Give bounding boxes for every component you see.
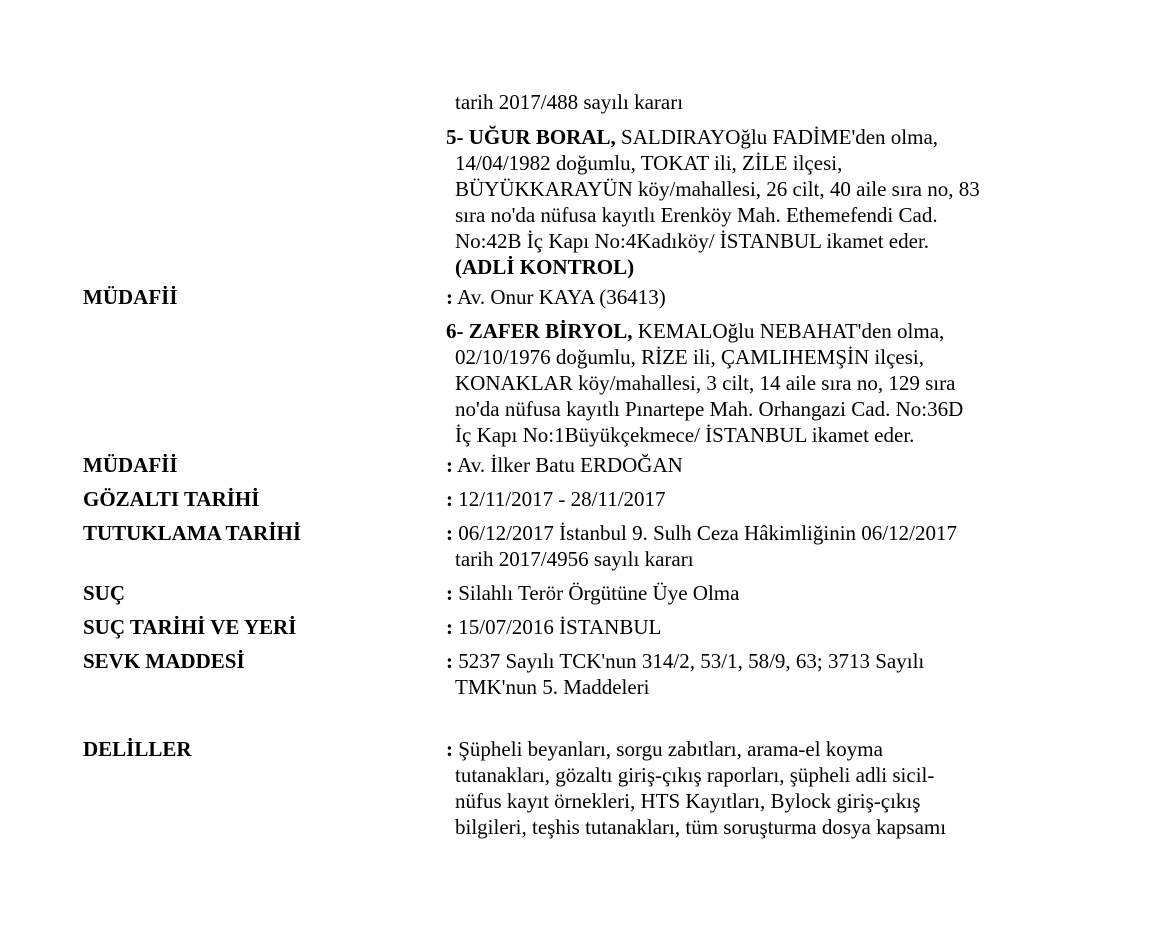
person-6-line: no'da nüfusa kayıtlı Pınartepe Mah. Orhangazi Cad. No:36D (455, 397, 964, 421)
deliller-value: : Şüpheli beyanları, sorgu zabıtları, arama-el koyma (446, 737, 883, 761)
suc-tarihi-value: : 15/07/2016 İSTANBUL (446, 615, 662, 639)
deliller-line: tutanakları, gözaltı giriş-çıkış raporları, şüpheli adli sicil- (455, 763, 935, 787)
sevk-value: : 5237 Sayılı TCK'nun 314/2, 53/1, 58/9, 63; 3713 Sayılı (446, 649, 925, 673)
deliller-line: nüfus kayıt örnekleri, HTS Kayıtları, Bylock giriş-çıkış (455, 789, 921, 813)
person-5-line: BÜYÜKKARAYÜN köy/mahallesi, 26 cilt, 40 aile sıra no, 83 (455, 177, 980, 201)
person-6-parentage: KEMALOğlu NEBAHAT'den olma, (632, 319, 945, 343)
deliller-label: DELİLLER (83, 737, 192, 761)
gozalti-label: GÖZALTI TARİHİ (83, 487, 260, 511)
deliller-line: bilgileri, teşhis tutanakları, tüm soruşturma dosya kapsamı (455, 815, 947, 839)
colon: : (446, 649, 453, 673)
tutuklama-value-line: tarih 2017/4956 sayılı kararı (455, 547, 694, 571)
person-5-name: 5- UĞUR BORAL, (446, 125, 616, 149)
colon: : (446, 453, 453, 477)
mudafii-value: : Av. Onur KAYA (36413) (446, 285, 666, 309)
suc-value: : Silahlı Terör Örgütüne Üye Olma (446, 581, 740, 605)
person-5-parentage: SALDIRAYOğlu FADİME'den olma, (615, 125, 939, 149)
text-line: tarih 2017/488 sayılı kararı (455, 90, 684, 114)
tutuklama-label: TUTUKLAMA TARİHİ (83, 521, 302, 545)
colon: : (446, 487, 453, 511)
person-6-first-line (446, 318, 944, 344)
colon: : (446, 581, 453, 605)
mudafii-value: : Av. İlker Batu ERDOĞAN (446, 453, 683, 477)
person-5-status: (ADLİ KONTROL) (455, 255, 635, 279)
suc-label: SUÇ (83, 581, 126, 605)
sevk-label: SEVK MADDESİ (83, 649, 245, 673)
person-5-line: No:42B İç Kapı No:4Kadıköy/ İSTANBUL ikamet eder. (455, 229, 930, 253)
colon: : (446, 737, 453, 761)
suc-tarihi-label: SUÇ TARİHİ VE YERİ (83, 615, 297, 639)
tutuklama-value: : 06/12/2017 İstanbul 9. Sulh Ceza Hâkimliğinin 06/12/2017 (446, 521, 957, 545)
colon: : (446, 615, 453, 639)
mudafii-label: MÜDAFİİ (83, 285, 178, 309)
person-6-line: KONAKLAR köy/mahallesi, 3 cilt, 14 aile sıra no, 129 sıra (455, 371, 956, 395)
mudafii-label: MÜDAFİİ (83, 453, 178, 477)
colon: : (446, 521, 453, 545)
person-6-name: 6- ZAFER BİRYOL, (446, 319, 633, 343)
gozalti-value: : 12/11/2017 - 28/11/2017 (446, 487, 666, 511)
sevk-value-line: TMK'nun 5. Maddeleri (455, 675, 650, 699)
person-6-line: İç Kapı No:1Büyükçekmece/ İSTANBUL ikamet eder. (455, 423, 915, 447)
person-6-line: 02/10/1976 doğumlu, RİZE ili, ÇAMLIHEMŞİN ilçesi, (455, 345, 924, 369)
person-5-line: 14/04/1982 doğumlu, TOKAT ili, ZİLE ilçesi, (455, 151, 843, 175)
colon: : (446, 285, 453, 309)
person-5-line: sıra no'da nüfusa kayıtlı Erenköy Mah. Ethemefendi Cad. (455, 203, 938, 227)
person-5-first-line (446, 124, 938, 150)
